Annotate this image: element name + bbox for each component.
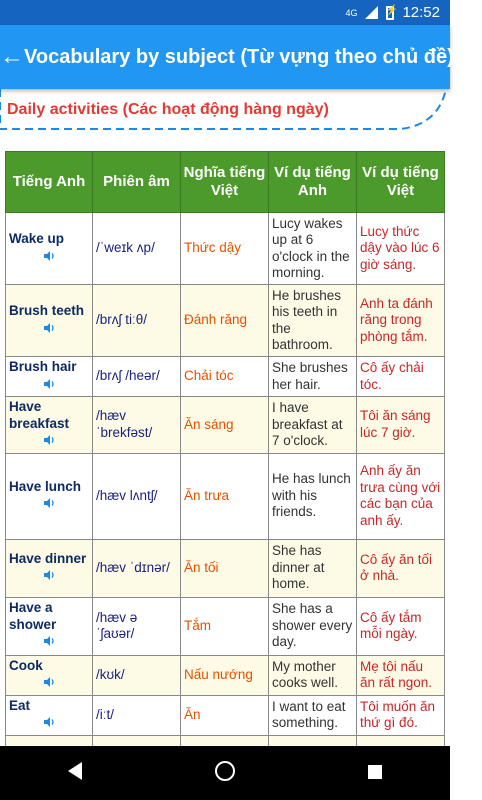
english-word: Brush hair xyxy=(9,359,77,374)
vocabulary-table xyxy=(5,151,445,776)
phonetic-cell: /brʌʃ /heər/ xyxy=(93,357,181,397)
phonetic-cell: /ˈweɪk ʌp/ xyxy=(93,213,181,285)
table-row xyxy=(6,285,445,357)
speaker-icon[interactable] xyxy=(9,497,89,514)
battery-icon xyxy=(386,6,394,20)
english-word: Eat xyxy=(9,697,31,713)
word-cell xyxy=(6,213,93,285)
example-vn-cell: Anh ấy ăn trưa cùng với các bạn của anh ấy. xyxy=(357,453,445,539)
phonetic-cell: /brʌʃ tiːθ/ xyxy=(93,285,181,357)
example-en-cell: Lucy wakes up at 6 o'clock in the morning. xyxy=(269,213,357,285)
example-en-cell: I have breakfast at 7 o'clock. xyxy=(269,397,357,454)
example-en-cell: He has lunch with his friends. xyxy=(269,453,357,539)
table-row xyxy=(6,539,445,597)
phonetic-cell: /iːt/ xyxy=(93,695,181,735)
network-type: 4G xyxy=(345,7,358,18)
phonetic-cell: /hæv ə ˈʃaʊər/ xyxy=(93,597,181,655)
status-time: 12:52 xyxy=(402,4,440,21)
table-row xyxy=(6,597,445,655)
nav-back-icon[interactable] xyxy=(45,762,105,785)
content-scroll[interactable] xyxy=(0,89,450,746)
more-vert-icon[interactable] xyxy=(476,43,482,71)
example-vn-cell: Tôi ăn sáng lúc 7 giờ. xyxy=(357,397,445,454)
meaning-cell: Chải tóc xyxy=(181,357,269,397)
table-row xyxy=(6,357,445,397)
english-word: Have lunch xyxy=(9,478,82,494)
example-vn-cell: Anh ta đánh răng trong phòng tắm. xyxy=(357,285,445,357)
speaker-icon[interactable] xyxy=(9,378,89,395)
page-title: Vocabulary by subject (Từ vựng theo chủ đề) xyxy=(24,45,454,68)
app-bar xyxy=(0,25,454,89)
meaning-cell: Ăn xyxy=(181,695,269,735)
word-cell xyxy=(6,453,93,539)
meaning-cell: Ăn tối xyxy=(181,539,269,597)
speaker-icon[interactable] xyxy=(9,635,89,652)
table-row xyxy=(6,453,445,539)
meaning-cell: Tắm xyxy=(181,597,269,655)
header-example-vn: Ví dụ tiếng Việt xyxy=(357,152,445,213)
header-example-en: Ví dụ tiếng Anh xyxy=(269,152,357,213)
table-header-row xyxy=(6,152,445,213)
phonetic-cell: /hæv lʌntʃ/ xyxy=(93,453,181,539)
example-en-cell: She brushes her hair. xyxy=(269,357,357,397)
table-row xyxy=(6,695,445,735)
table-row xyxy=(6,397,445,454)
speaker-icon[interactable] xyxy=(9,569,89,586)
example-vn-cell: Mẹ tôi nấu ăn rất ngon. xyxy=(357,655,445,695)
meaning-cell: Ăn sáng xyxy=(181,397,269,454)
english-word: Wake up xyxy=(9,231,65,246)
speaker-icon[interactable] xyxy=(9,676,89,693)
word-cell xyxy=(6,597,93,655)
example-vn-cell: Lucy thức dậy vào lúc 6 giờ sáng. xyxy=(357,213,445,285)
header-meaning: Nghĩa tiếng Việt xyxy=(181,152,269,213)
nav-recent-icon[interactable] xyxy=(345,763,405,784)
example-vn-cell: Cô ấy chải tóc. xyxy=(357,357,445,397)
arrow-left-icon[interactable]: ← xyxy=(0,43,24,70)
phonetic-cell: /kʊk/ xyxy=(93,655,181,695)
word-cell xyxy=(6,357,93,397)
example-en-cell: She has a shower every day. xyxy=(269,597,357,655)
example-vn-cell: Tôi muốn ăn thứ gì đó. xyxy=(357,695,445,735)
word-cell xyxy=(6,397,93,454)
english-word: Brush teeth xyxy=(9,303,85,318)
search-icon[interactable] xyxy=(454,43,476,71)
word-cell xyxy=(6,655,93,695)
section-header xyxy=(0,89,450,137)
speaker-icon[interactable] xyxy=(9,716,89,733)
speaker-icon[interactable] xyxy=(9,434,89,451)
word-cell xyxy=(6,539,93,597)
meaning-cell: Thức dậy xyxy=(181,213,269,285)
english-word: Have dinner xyxy=(9,550,87,566)
word-cell xyxy=(6,695,93,735)
header-phonetic: Phiên âm xyxy=(93,152,181,213)
example-en-cell: She has dinner at home. xyxy=(269,539,357,597)
speaker-icon[interactable] xyxy=(9,250,89,267)
nav-home-icon[interactable] xyxy=(195,761,255,786)
table-row xyxy=(6,213,445,285)
meaning-cell: Đánh răng xyxy=(181,285,269,357)
header-english: Tiếng Anh xyxy=(6,152,93,213)
word-cell xyxy=(6,285,93,357)
status-bar xyxy=(0,0,450,25)
example-en-cell: My mother cooks well. xyxy=(269,655,357,695)
example-vn-cell: Cô ấy tắm mỗi ngày. xyxy=(357,597,445,655)
phonetic-cell: /hæv ˈbrekfəst/ xyxy=(93,397,181,454)
section-title: Daily activities (Các hoạt động hàng ngày) xyxy=(7,101,329,118)
speaker-icon[interactable] xyxy=(9,322,89,339)
english-word: Have a shower xyxy=(9,600,57,632)
phonetic-cell: /hæv ˈdɪnər/ xyxy=(93,539,181,597)
table-row xyxy=(6,655,445,695)
english-word: Cook xyxy=(9,657,43,673)
meaning-cell: Ăn trưa xyxy=(181,453,269,539)
meaning-cell: Nấu nướng xyxy=(181,655,269,695)
english-word: Have breakfast xyxy=(9,399,70,431)
signal-icon xyxy=(365,6,378,19)
example-en-cell: I want to eat something. xyxy=(269,695,357,735)
example-vn-cell: Cô ấy ăn tối ở nhà. xyxy=(357,539,445,597)
system-nav-bar xyxy=(0,746,450,800)
example-en-cell: He brushes his teeth in the bathroom. xyxy=(269,285,357,357)
